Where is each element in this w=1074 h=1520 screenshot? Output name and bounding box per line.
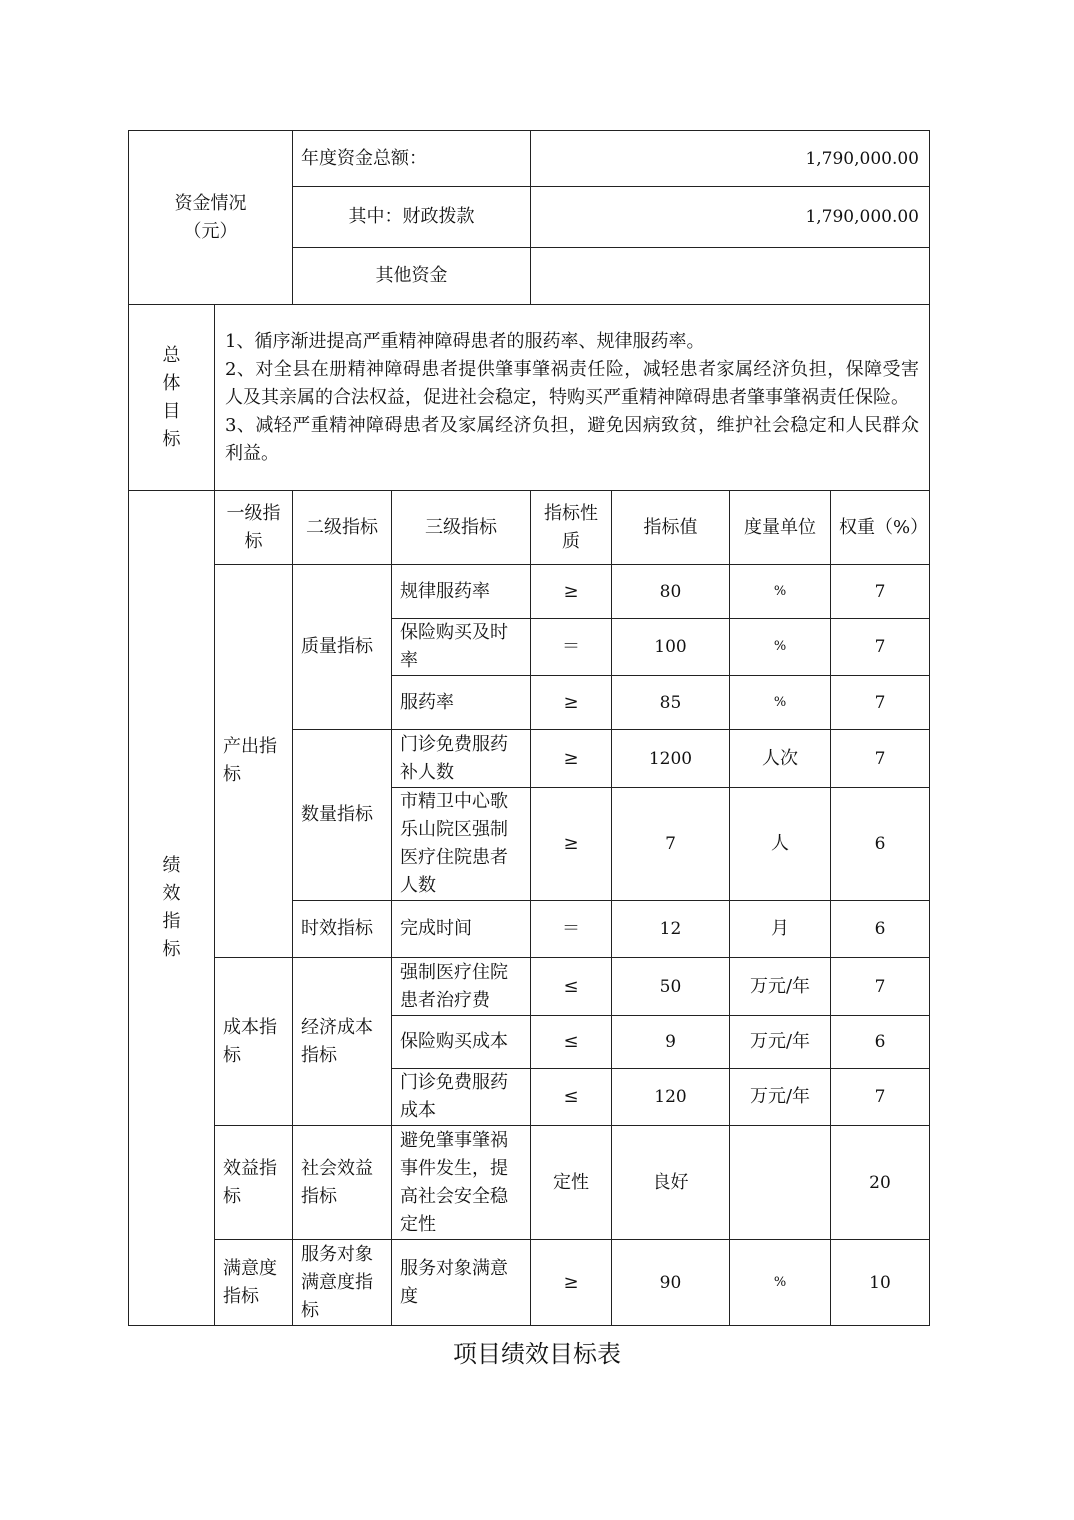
- group-benefit: 效益指标: [215, 1126, 293, 1240]
- indicator-value: 90: [612, 1240, 730, 1326]
- indicator-nature: ≥: [531, 565, 612, 619]
- other-funding-value: [531, 248, 930, 305]
- indicator-value: 良好: [612, 1126, 730, 1240]
- group-social-benefit: 社会效益指标: [293, 1126, 392, 1240]
- header-nature: 指标性质: [531, 491, 612, 565]
- indicator-name: 完成时间: [392, 901, 531, 958]
- indicator-weight: 20: [831, 1126, 930, 1240]
- indicator-value: 9: [612, 1016, 730, 1069]
- header-level2: 二级指标: [293, 491, 392, 565]
- table-caption: 项目绩效目标表: [453, 1340, 621, 1368]
- indicator-name: 门诊免费服药成本: [392, 1069, 531, 1126]
- indicator-name: 避免肇事肇祸事件发生，提高社会安全稳定性: [392, 1126, 531, 1240]
- fiscal-funding-label: 其中：财政拨款: [293, 187, 531, 248]
- indicator-weight: 6: [831, 788, 930, 901]
- group-quantity: 数量指标: [293, 730, 392, 901]
- indicator-value: 1200: [612, 730, 730, 788]
- indicator-nature: ＝: [531, 619, 612, 676]
- group-satisfaction: 满意度指标: [215, 1240, 293, 1326]
- indicator-nature: ≤: [531, 1069, 612, 1126]
- group-quality: 质量指标: [293, 565, 392, 730]
- indicator-value: 100: [612, 619, 730, 676]
- indicator-unit: 月: [730, 901, 831, 958]
- indicator-name: 门诊免费服药补人数: [392, 730, 531, 788]
- indicator-weight: 7: [831, 958, 930, 1016]
- total-funding-label: 年度资金总额：: [293, 131, 531, 187]
- header-weight: 权重（%）: [831, 491, 930, 565]
- header-value: 指标值: [612, 491, 730, 565]
- group-output: 产出指标: [215, 565, 293, 958]
- indicator-unit: 万元/年: [730, 1069, 831, 1126]
- goal-line-1: 1、循序渐进提高严重精神障碍患者的服药率、规律服药率。: [225, 330, 705, 352]
- indicator-value: 80: [612, 565, 730, 619]
- funding-label-line1: 资金情况: [174, 192, 247, 214]
- indicator-value: 12: [612, 901, 730, 958]
- header-level3: 三级指标: [392, 491, 531, 565]
- fiscal-funding-value: 1,790,000.00: [531, 187, 930, 248]
- indicator-name: 规律服药率: [392, 565, 531, 619]
- indicator-unit: 万元/年: [730, 1016, 831, 1069]
- indicator-weight: 6: [831, 1016, 930, 1069]
- indicator-nature: ≥: [531, 1240, 612, 1326]
- indicator-unit: %: [730, 1240, 831, 1326]
- indicator-weight: 7: [831, 1069, 930, 1126]
- indicator-nature: ≥: [531, 730, 612, 788]
- indicator-nature: ≥: [531, 788, 612, 901]
- indicator-nature: ≥: [531, 676, 612, 730]
- funding-label-line2: （元）: [183, 220, 238, 242]
- performance-target-table: [128, 130, 930, 1326]
- group-cost: 成本指标: [215, 958, 293, 1126]
- indicator-nature: ≤: [531, 1016, 612, 1069]
- indicator-weight: 7: [831, 730, 930, 788]
- indicator-weight: 7: [831, 676, 930, 730]
- indicator-unit: [730, 1126, 831, 1240]
- indicator-value: 50: [612, 958, 730, 1016]
- indicator-unit: 人次: [730, 730, 831, 788]
- indicator-unit: %: [730, 676, 831, 730]
- indicator-weight: 10: [831, 1240, 930, 1326]
- other-funding-label: 其他资金: [293, 248, 531, 305]
- overall-goal-label: 总 体 目 标: [129, 305, 215, 491]
- table-row: [129, 1126, 930, 1240]
- funding-section-label: [129, 131, 293, 305]
- indicator-weight: 7: [831, 619, 930, 676]
- table-row: [129, 958, 930, 1016]
- indicator-weight: 6: [831, 901, 930, 958]
- indicator-name: 保险购买成本: [392, 1016, 531, 1069]
- indicator-name: 服药率: [392, 676, 531, 730]
- performance-indicator-label: 绩 效 指 标: [129, 491, 215, 1326]
- indicator-nature: ≤: [531, 958, 612, 1016]
- indicator-nature: ＝: [531, 901, 612, 958]
- indicator-name: 强制医疗住院患者治疗费: [392, 958, 531, 1016]
- indicator-unit: %: [730, 619, 831, 676]
- indicator-name: 市精卫中心歌乐山院区强制医疗住院患者人数: [392, 788, 531, 901]
- group-economic-cost: 经济成本指标: [293, 958, 392, 1126]
- indicator-value: 7: [612, 788, 730, 901]
- table-row: [129, 1240, 930, 1326]
- indicator-unit: 万元/年: [730, 958, 831, 1016]
- indicator-unit: %: [730, 565, 831, 619]
- overall-goal-text: [215, 305, 930, 491]
- group-service-satisfaction: 服务对象满意度指标: [293, 1240, 392, 1326]
- goal-line-3: 3、减轻严重精神障碍患者及家属经济负担，避免因病致贫，维护社会稳定和人民群众利益。: [225, 414, 919, 464]
- indicator-value: 85: [612, 676, 730, 730]
- header-level1: 一级指标: [215, 491, 293, 565]
- indicator-name: 服务对象满意度: [392, 1240, 531, 1326]
- goal-line-2: 2、对全县在册精神障碍患者提供肇事肇祸责任险，减轻患者家属经济负担，保障受害人及其亲属的合法权益，促进社会稳定，特购买严重精神障碍患者肇事肇祸责任保险。: [225, 358, 919, 408]
- indicator-nature: 定性: [531, 1126, 612, 1240]
- total-funding-value: 1,790,000.00: [531, 131, 930, 187]
- indicator-weight: 7: [831, 565, 930, 619]
- indicator-unit: 人: [730, 788, 831, 901]
- header-unit: 度量单位: [730, 491, 831, 565]
- group-timeliness: 时效指标: [293, 901, 392, 958]
- indicator-value: 120: [612, 1069, 730, 1126]
- indicator-name: 保险购买及时率: [392, 619, 531, 676]
- table-row: [129, 565, 930, 619]
